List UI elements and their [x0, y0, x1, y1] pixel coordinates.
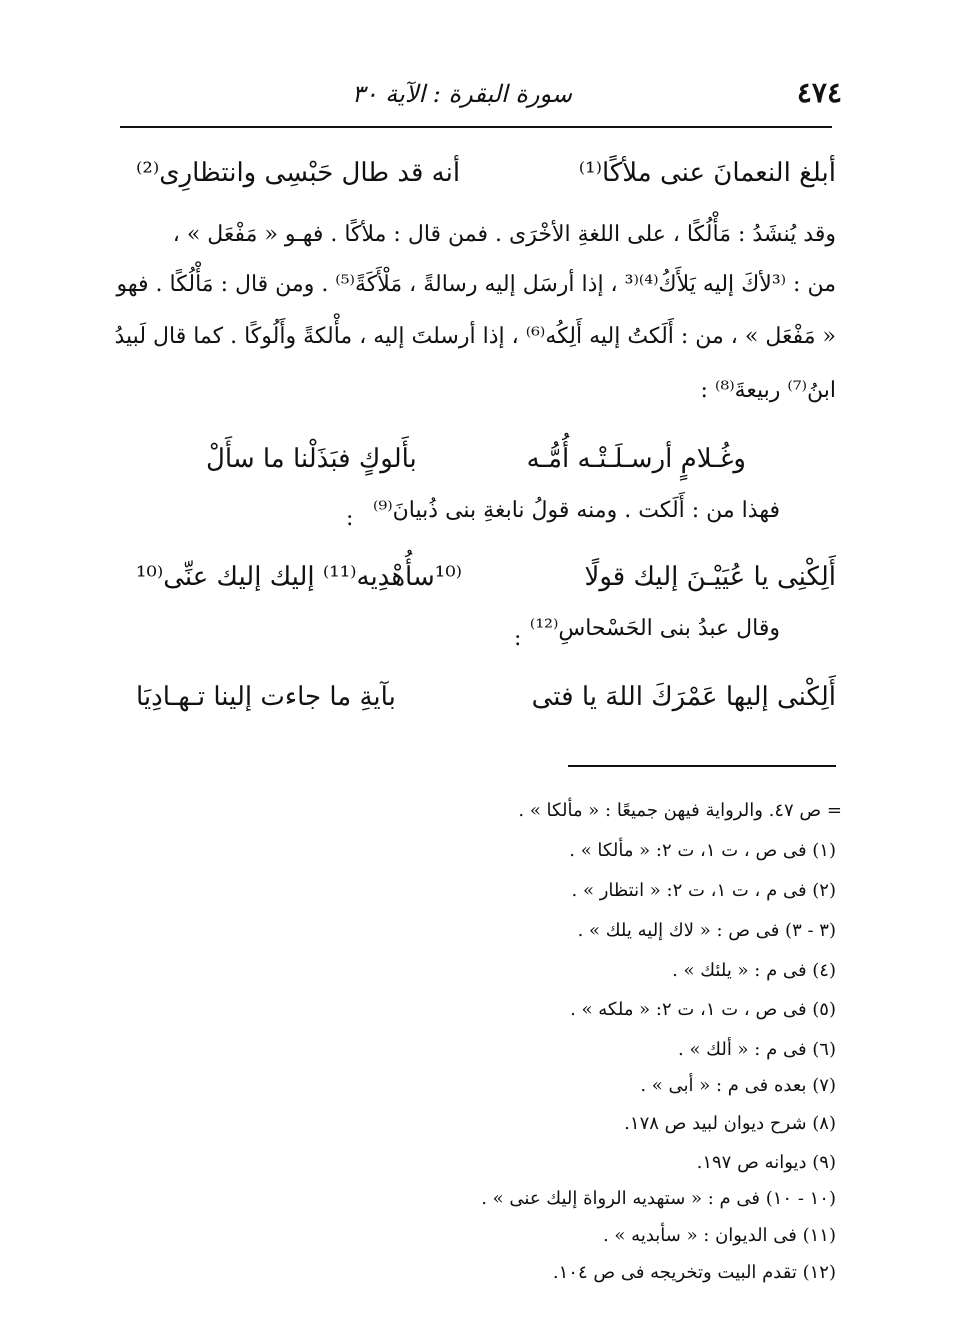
footnote: (٩) ديوانه ص ١٩٧.: [696, 1152, 836, 1173]
footnote: (١) فى ص ، ت ١، ت ٢: « مألكا » .: [569, 840, 836, 861]
footnote: (٥) فى ص ، ت ١، ت ٢: « ملكه » .: [570, 999, 836, 1020]
verse-line: [136, 682, 836, 724]
verse-hemistich-right: أَلِكْنِى يا عُيَيْـنَ إليك قولًا: [584, 562, 836, 592]
page-number: ٤٧٤: [796, 76, 842, 109]
verse-line: [136, 158, 836, 200]
verse-hemistich-right: أَلِكْنى إليها عَمْرَكَ اللهَ يا فتى: [531, 682, 836, 712]
verse-hemistich-right: وغُـلامٍ أرسـلَـتْـه أُمُّـه: [526, 444, 746, 474]
verse-hemistich-left: ⁽¹⁰سأُهْدِيه⁽¹¹⁾ إليك إليك عنِّى⁽¹⁰: [136, 562, 463, 592]
prose-line: وقال عبدُ بنى الحَسْحاسِ⁽¹²⁾: [529, 616, 780, 641]
footnote: (٦) فى م : « ألك » .: [678, 1039, 836, 1060]
page-header: [120, 72, 842, 112]
footnote: (٣ - ٣) فى ص : « لاك إليه يلك » .: [577, 920, 836, 941]
footnote-rule: [568, 765, 836, 767]
running-title: سورة البقرة : الآية ٣٠: [351, 80, 572, 108]
footnote: (١٢) تقدم البيت وتخريجه فى ص ١٠٤.: [552, 1262, 836, 1283]
prose-line: فهذا من : أَلَكت . ومنه قولُ نابغةِ بنى ذُبيانَ⁽⁹⁾: [373, 498, 780, 523]
footnote: (١٠ - ١٠) فى م : « ستهديه الرواة إليك عنى » .: [481, 1188, 836, 1209]
footnote: = ص ٤٧. والرواية فيهن جميعًا : « مألكا » .: [518, 800, 842, 821]
prose-line: :: [346, 506, 354, 531]
footnote: (٤) فى م : « يلئك » .: [672, 960, 836, 981]
verse-hemistich-left: بآيةِ ما جاءت إلينا تـهـادِيَا: [136, 682, 396, 712]
footnote: (٧) بعده فى م : « أبى » .: [640, 1075, 836, 1096]
verse-line: [136, 562, 836, 604]
footnote: (٢) فى م ، ت ١، ت ٢: « انتظار » .: [571, 880, 836, 901]
footnote: (١١) فى الديوان : « سأبديه » .: [602, 1225, 836, 1246]
prose-line: من : ⁽³لأكَ إليه يَلأَكُ⁽⁴⁾⁽³ ، إذا أرسَل إليه رسالةً ، مَلْأَكَةً⁽⁵⁾ . ومن قال : مَأْلُكًا . فهو: [116, 272, 836, 297]
verse-hemistich-left: أنه قد طال حَبْسِى وانتظارِى⁽²⁾: [136, 158, 461, 188]
footnote: (٨) شرح ديوان لبيد ص ١٧٨.: [624, 1113, 836, 1134]
verse-hemistich-right: أبلغ النعمانَ عنى ملأكًا⁽¹⁾: [578, 158, 836, 188]
verse-line: [206, 444, 746, 486]
prose-line: ابنُ⁽⁷⁾ ربيعةَ⁽⁸⁾ :: [700, 378, 836, 403]
prose-line: :: [514, 626, 522, 651]
prose-line: وقد يُنشَدُ : مَأْلُكًا ، على اللغةِ الأخْرَى . فمن قال : ملأكًا . فهـو « مَفْعَل » ،: [172, 222, 836, 247]
header-rule: [120, 126, 832, 128]
prose-line: « مَفْعَل » ، من : أَلَكتُ إليه أَلِكُه⁽⁶⁾ ، إذا أرسلتَ إليه ، مأْلكةً وأَلُوكًا . كما قال لَبيدُ: [114, 324, 836, 349]
verse-hemistich-left: بأَلوكٍ فبَذَلْنا ما سأَلْ: [206, 444, 417, 474]
